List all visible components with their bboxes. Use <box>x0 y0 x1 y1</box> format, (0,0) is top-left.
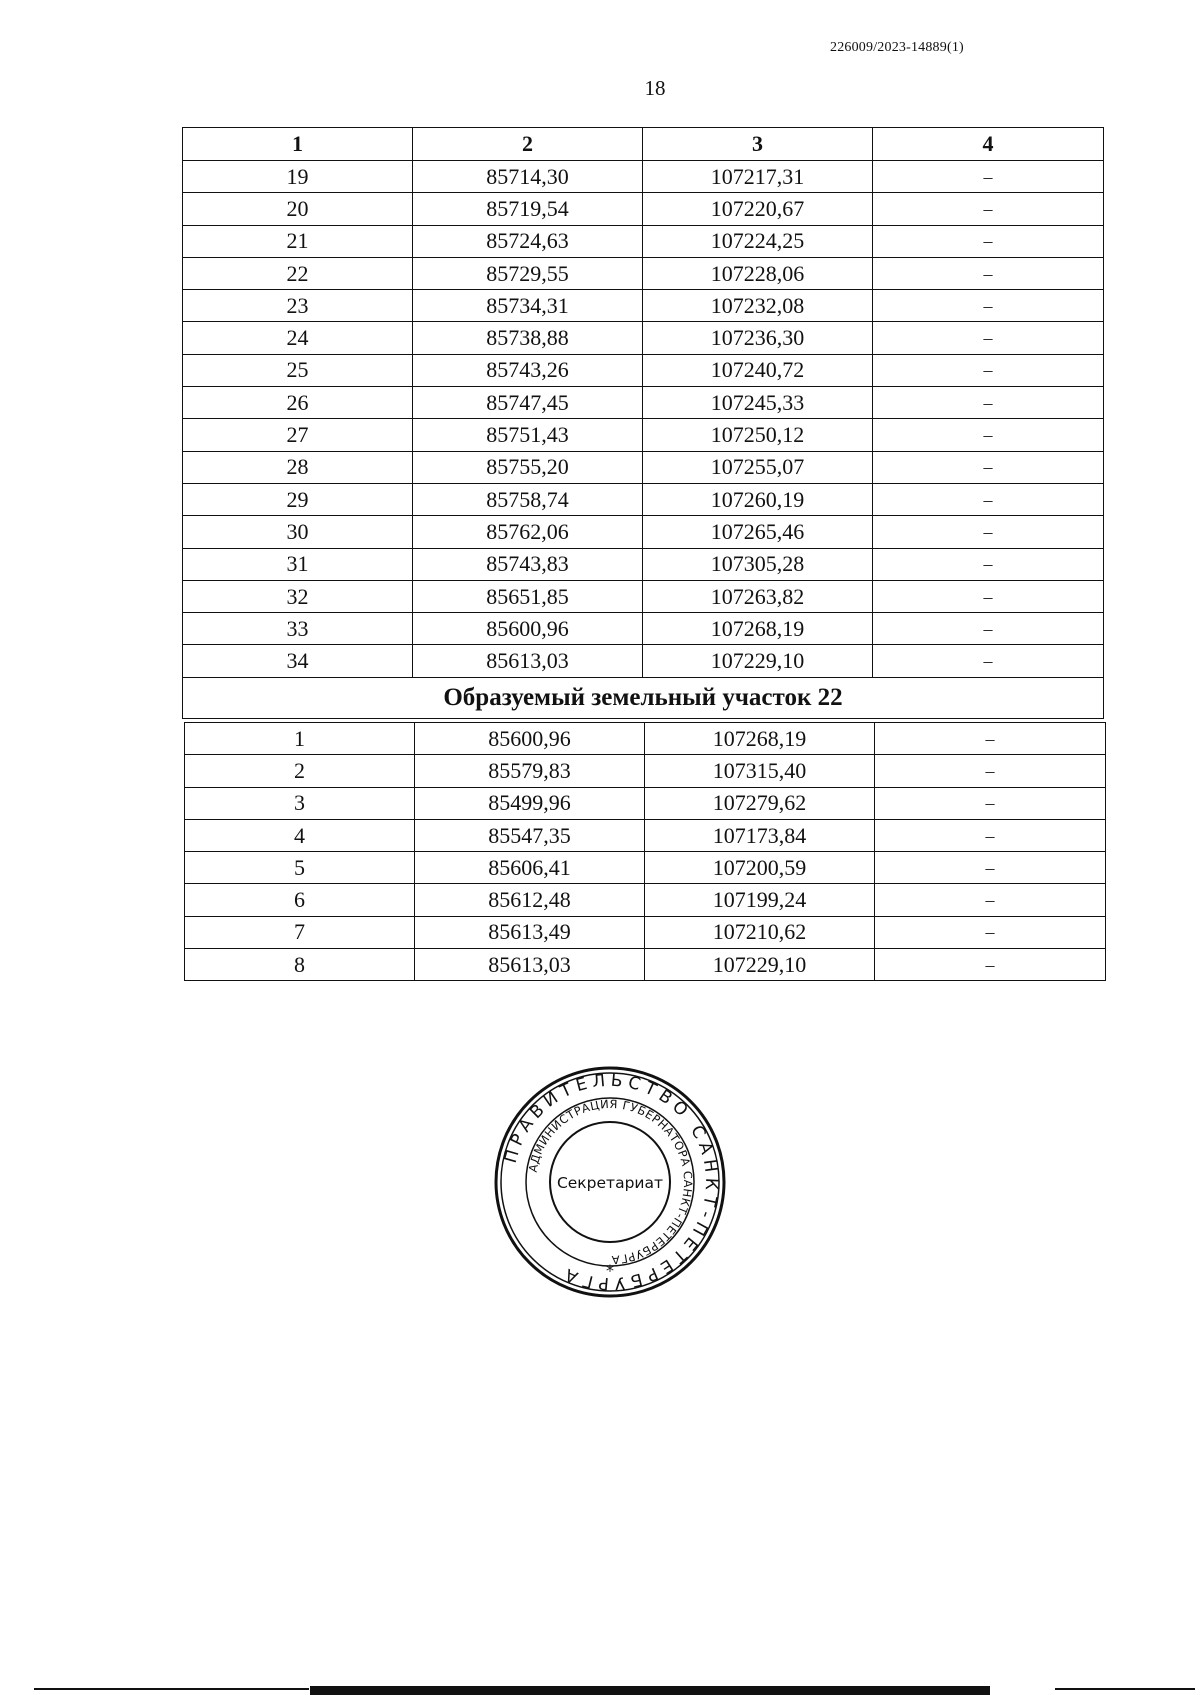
table-cell: 85606,41 <box>415 852 645 884</box>
table-cell-dash: – <box>873 225 1104 257</box>
table-cell: 27 <box>183 419 413 451</box>
table-row <box>183 516 1104 548</box>
table-row <box>185 884 1106 916</box>
table-cell: 85747,45 <box>413 387 643 419</box>
table-cell-dash: – <box>875 819 1106 851</box>
table-row <box>185 723 1106 755</box>
table-cell: 6 <box>185 884 415 916</box>
table-cell: 107210,62 <box>645 916 875 948</box>
table-cell: 85734,31 <box>413 290 643 322</box>
table-cell: 107268,19 <box>643 613 873 645</box>
table-cell-dash: – <box>875 787 1106 819</box>
table-cell: 85651,85 <box>413 580 643 612</box>
table-cell-dash: – <box>875 949 1106 981</box>
table-cell-dash: – <box>873 451 1104 483</box>
table-row <box>185 755 1106 787</box>
table-cell: 85612,48 <box>415 884 645 916</box>
page-number: 18 <box>644 76 666 100</box>
table-cell: 107229,10 <box>643 645 873 677</box>
table-cell: 7 <box>185 916 415 948</box>
table-cell: 33 <box>183 613 413 645</box>
table-cell: 85724,63 <box>413 225 643 257</box>
table-cell: 85738,88 <box>413 322 643 354</box>
table-cell: 29 <box>183 483 413 515</box>
table-cell: 85743,26 <box>413 354 643 386</box>
table-cell-dash: – <box>873 354 1104 386</box>
table-cell: 30 <box>183 516 413 548</box>
table-cell-dash: – <box>873 161 1104 193</box>
table-row <box>183 580 1104 612</box>
table-cell: 107240,72 <box>643 354 873 386</box>
table-cell: 85729,55 <box>413 257 643 289</box>
table-row <box>185 787 1106 819</box>
table-row <box>185 852 1106 884</box>
table-cell: 24 <box>183 322 413 354</box>
table-cell-dash: – <box>873 548 1104 580</box>
table-row <box>183 225 1104 257</box>
table-cell: 26 <box>183 387 413 419</box>
table-cell: 85613,03 <box>415 949 645 981</box>
table-cell: 107268,19 <box>645 723 875 755</box>
table-cell: 107220,67 <box>643 193 873 225</box>
stamp-outer-text: ПРАВИТЕЛЬСТВО САНКТ-ПЕТЕРБУРГА <box>500 1070 722 1294</box>
table-row <box>185 916 1106 948</box>
column-header: 1 <box>183 128 413 161</box>
table-cell: 22 <box>183 257 413 289</box>
table-cell: 85613,03 <box>413 645 643 677</box>
table-row <box>183 483 1104 515</box>
table-cell: 5 <box>185 852 415 884</box>
table-cell: 107229,10 <box>645 949 875 981</box>
table-cell: 3 <box>185 787 415 819</box>
table-cell-dash: – <box>873 580 1104 612</box>
table-cell: 107200,59 <box>645 852 875 884</box>
table-cell: 85547,35 <box>415 819 645 851</box>
table-cell: 107260,19 <box>643 483 873 515</box>
footer-rule-center <box>310 1686 990 1695</box>
table-cell: 107265,46 <box>643 516 873 548</box>
table-row <box>185 949 1106 981</box>
table-cell: 85613,49 <box>415 916 645 948</box>
table-cell-dash: – <box>873 257 1104 289</box>
table-cell-dash: – <box>873 419 1104 451</box>
table-row <box>183 290 1104 322</box>
table-cell: 85499,96 <box>415 787 645 819</box>
table-cell-dash: – <box>873 193 1104 225</box>
table-cell: 107199,24 <box>645 884 875 916</box>
section-title: Образуемый земельный участок 22 <box>183 677 1104 718</box>
table-cell: 107263,82 <box>643 580 873 612</box>
table-cell-dash: – <box>873 387 1104 419</box>
stamp-inner-text: АДМИНИСТРАЦИЯ ГУБЕРНАТОРА САНКТ-ПЕТЕРБУРГА <box>525 1096 696 1268</box>
column-header: 2 <box>413 128 643 161</box>
table-cell: 85719,54 <box>413 193 643 225</box>
table-row <box>183 354 1104 386</box>
stamp-center-text: Секретариат <box>556 1174 664 1192</box>
table-cell: 85714,30 <box>413 161 643 193</box>
column-header: 3 <box>643 128 873 161</box>
table-cell: 107173,84 <box>645 819 875 851</box>
table-cell: 107228,06 <box>643 257 873 289</box>
table-cell: 107217,31 <box>643 161 873 193</box>
table-cell: 85600,96 <box>415 723 645 755</box>
table-cell: 8 <box>185 949 415 981</box>
table-cell: 85579,83 <box>415 755 645 787</box>
table-cell: 107315,40 <box>645 755 875 787</box>
table-cell: 19 <box>183 161 413 193</box>
table-row <box>183 451 1104 483</box>
table-cell: 85600,96 <box>413 613 643 645</box>
coordinates-table <box>182 127 1104 719</box>
table-cell: 2 <box>185 755 415 787</box>
footer-rule-right <box>1055 1688 1195 1690</box>
table-cell-dash: – <box>873 483 1104 515</box>
table-cell: 1 <box>185 723 415 755</box>
table-cell: 23 <box>183 290 413 322</box>
section-title-row <box>183 677 1104 718</box>
table-row <box>185 819 1106 851</box>
table-row <box>183 193 1104 225</box>
table-cell: 28 <box>183 451 413 483</box>
table-row <box>183 387 1104 419</box>
table-row <box>183 613 1104 645</box>
plot-22-coordinates-table <box>184 722 1106 981</box>
table-cell: 107236,30 <box>643 322 873 354</box>
table-cell: 85755,20 <box>413 451 643 483</box>
table-cell-dash: – <box>873 613 1104 645</box>
table-cell: 4 <box>185 819 415 851</box>
footer-rule-left <box>34 1688 309 1690</box>
table-cell: 20 <box>183 193 413 225</box>
table-cell: 85743,83 <box>413 548 643 580</box>
table-cell: 31 <box>183 548 413 580</box>
table-cell: 107224,25 <box>643 225 873 257</box>
table-cell-dash: – <box>875 916 1106 948</box>
table-cell-dash: – <box>873 322 1104 354</box>
document-id: 226009/2023-14889(1) <box>830 40 964 55</box>
table-cell-dash: – <box>875 852 1106 884</box>
table-cell: 34 <box>183 645 413 677</box>
table-cell: 21 <box>183 225 413 257</box>
table-cell: 107279,62 <box>645 787 875 819</box>
table-cell: 85758,74 <box>413 483 643 515</box>
table-cell: 107255,07 <box>643 451 873 483</box>
table-cell: 107250,12 <box>643 419 873 451</box>
table-header-row <box>183 128 1104 161</box>
table-cell: 85751,43 <box>413 419 643 451</box>
column-header: 4 <box>873 128 1104 161</box>
table-row <box>183 419 1104 451</box>
table-cell: 25 <box>183 354 413 386</box>
table-cell: 32 <box>183 580 413 612</box>
table-row <box>183 161 1104 193</box>
table-cell-dash: – <box>875 884 1106 916</box>
table-cell-dash: – <box>873 516 1104 548</box>
official-seal-stamp <box>494 1066 726 1298</box>
table-cell: 107232,08 <box>643 290 873 322</box>
table-row <box>183 322 1104 354</box>
stamp-star-icon: * <box>606 1261 614 1280</box>
table-row <box>183 257 1104 289</box>
table-cell: 107245,33 <box>643 387 873 419</box>
table-cell: 85762,06 <box>413 516 643 548</box>
table-row <box>183 548 1104 580</box>
table-row <box>183 645 1104 677</box>
table-cell-dash: – <box>873 290 1104 322</box>
table-cell-dash: – <box>875 723 1106 755</box>
table-cell-dash: – <box>873 645 1104 677</box>
table-cell: 107305,28 <box>643 548 873 580</box>
table-cell-dash: – <box>875 755 1106 787</box>
